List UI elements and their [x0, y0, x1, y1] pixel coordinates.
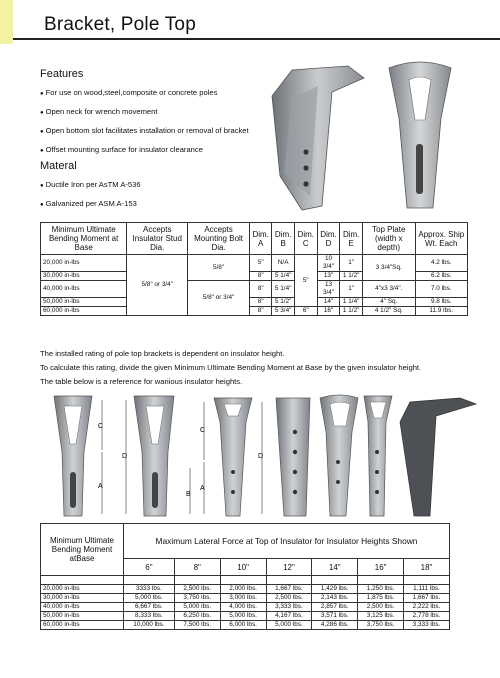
table-cell: 5,000 lbs.	[220, 612, 266, 621]
table-cell: 5,000 lbs.	[266, 621, 312, 630]
table-cell: 3,750 lbs.	[358, 621, 404, 630]
table-cell: 1,111 lbs.	[404, 585, 450, 594]
table-cell: 5/8" or 3/4"	[127, 255, 188, 316]
dimension-diagram	[40, 392, 480, 520]
force-table	[40, 523, 450, 630]
table-cell: 5/8" or 3/4"	[188, 281, 250, 316]
table-row	[41, 612, 450, 621]
height-header: 16"	[358, 559, 404, 576]
table-row	[41, 255, 468, 272]
features-section	[40, 68, 249, 160]
table-cell: 4" Sq.	[362, 298, 415, 307]
bracket-diagram-1	[54, 396, 92, 516]
table-cell: 7,500 lbs.	[174, 621, 220, 630]
spec-header: Dim. A	[250, 223, 272, 255]
table-cell: 3,000 lbs.	[220, 594, 266, 603]
spec-header: Dim. C	[294, 223, 317, 255]
bracket-diagram-5	[320, 395, 358, 516]
spec-header: Accepts Insulator Stud Dia.	[127, 223, 188, 255]
height-header: 10"	[220, 559, 266, 576]
dim-label-a: A	[200, 485, 205, 492]
table-cell: 60,000 in-lbs	[41, 307, 127, 316]
table-cell: 2,857 lbs.	[312, 603, 358, 612]
table-cell: 6"	[294, 307, 317, 316]
bracket-photo-front	[383, 58, 457, 216]
table-cell: 2,500 lbs.	[358, 603, 404, 612]
table-cell: 5/8"	[188, 255, 250, 281]
title-accent-strip	[0, 0, 13, 44]
table-cell: 3333 lbs.	[124, 585, 175, 594]
dim-label-b: B	[186, 491, 191, 498]
table-cell: 60,000 in-lbs	[41, 621, 124, 630]
table-row	[41, 585, 450, 594]
table-cell: 5,000 lbs.	[174, 603, 220, 612]
feature-item: ● Open neck for wrench movement	[40, 103, 249, 122]
table-cell: 4"x3 3/4".	[362, 281, 415, 298]
feature-item: ● Open bottom slot facilitates installation or removal of bracket	[40, 122, 249, 141]
dim-label-a: A	[98, 483, 103, 490]
table-cell: 2,222 lbs.	[404, 603, 450, 612]
table-cell: 5,000 lbs.	[124, 594, 175, 603]
table-cell: 8"	[250, 307, 272, 316]
table-cell: 16"	[317, 307, 340, 316]
height-header: 8"	[174, 559, 220, 576]
table-cell: 3,333 lbs.	[266, 603, 312, 612]
dim-label-c: C	[98, 423, 104, 430]
table-cell: 1 1/4"	[340, 298, 363, 307]
table-cell: 5 1/4"	[272, 281, 295, 298]
title-bar	[0, 0, 500, 44]
note-line: The table below is a reference for wariious insulator heights.	[40, 377, 243, 386]
force-corner-header: Minimum Ultimate Bending Moment atBase	[41, 524, 124, 576]
force-header-row	[41, 524, 450, 559]
table-cell: N/A	[272, 255, 295, 272]
table-cell: 5 1/2"	[272, 298, 295, 307]
table-cell: 30,000 in-lbs	[41, 594, 124, 603]
table-cell: 40,000 in-lbs	[41, 603, 124, 612]
table-cell: 6,667 lbs.	[124, 603, 175, 612]
table-cell: 2,778 lbs.	[404, 612, 450, 621]
feature-item: ● Offset mounting surface for insulator clearance	[40, 141, 249, 160]
features-heading: Features	[40, 68, 84, 80]
bracket-diagram-7	[400, 398, 476, 516]
material-list	[40, 176, 141, 214]
table-cell: 6.2 lbs.	[415, 272, 467, 281]
table-cell: 50,000 in-lbs	[41, 612, 124, 621]
table-row	[41, 281, 468, 298]
table-cell: 5 3/4"	[272, 307, 295, 316]
table-cell: 11.9 lbs.	[415, 307, 467, 316]
bracket-photo-side	[262, 56, 370, 216]
height-header: 14"	[312, 559, 358, 576]
table-cell: 1"	[340, 281, 363, 298]
table-cell: 7.0 lbs.	[415, 281, 467, 298]
features-list	[40, 84, 249, 160]
table-cell: 3,750 lbs.	[174, 594, 220, 603]
bracket-diagram-3	[214, 398, 252, 516]
spec-header: Accepts Mounting Bolt Dia.	[188, 223, 250, 255]
spec-header-row	[41, 223, 468, 255]
table-row	[41, 621, 450, 630]
spacer-row	[41, 576, 450, 585]
table-cell: 8"	[250, 298, 272, 307]
table-row	[41, 594, 450, 603]
bracket-diagram-2	[134, 396, 174, 516]
table-cell: 1,667 lbs.	[404, 594, 450, 603]
material-section	[40, 160, 141, 214]
spec-header: Dim. B	[272, 223, 295, 255]
dim-label-c: C	[200, 427, 206, 434]
table-cell: 4 1/2" Sq.	[362, 307, 415, 316]
table-cell: 10 3/4"	[317, 255, 340, 272]
rating-notes	[40, 347, 480, 389]
title-underline	[13, 38, 500, 40]
table-cell: 1,875 lbs.	[358, 594, 404, 603]
table-cell: 10,000 lbs.	[124, 621, 175, 630]
bracket-diagram-6	[364, 396, 392, 516]
table-cell: 3,571 lbs.	[312, 612, 358, 621]
spec-header: Dim. D	[317, 223, 340, 255]
note-line: To calculate this rating, divide the given Minimum Ultimate Bending Moment at Base by the given insulator height.	[40, 363, 422, 372]
table-cell: 20,000 in-lbs	[41, 255, 127, 272]
height-header: 18"	[404, 559, 450, 576]
table-cell: 9.8 lbs.	[415, 298, 467, 307]
table-row	[41, 298, 468, 307]
page-title: Bracket, Pole Top	[44, 14, 196, 35]
spec-header: Top Plate (width x depth)	[362, 223, 415, 255]
table-cell: 14"	[317, 298, 340, 307]
table-cell: 8"	[250, 272, 272, 281]
table-cell: 3,125 lbs.	[358, 612, 404, 621]
table-cell: 1,250 lbs.	[358, 585, 404, 594]
dim-label-d: D	[258, 453, 264, 460]
spec-header: Approx. Ship Wt. Each	[415, 223, 467, 255]
spec-header: Dim. E	[340, 223, 363, 255]
table-cell: 50,000 in-lbs	[41, 298, 127, 307]
spec-table	[40, 222, 468, 316]
table-cell: 5 1/4"	[272, 272, 295, 281]
table-cell: 5"	[250, 255, 272, 272]
table-cell: 1,667 lbs.	[266, 585, 312, 594]
table-cell: 1,429 lbs.	[312, 585, 358, 594]
table-cell: 1 1/2"	[340, 307, 363, 316]
table-row	[41, 307, 468, 316]
force-table-title: Maximum Lateral Force at Top of Insulator for Insulator Heights Shown	[124, 524, 450, 559]
table-cell: 3 3/4"Sq.	[362, 255, 415, 281]
table-cell: 13"	[317, 272, 340, 281]
material-item: ● Ductile Iron per AsTM A-536	[40, 176, 141, 195]
table-cell: 6,000 lbs.	[220, 621, 266, 630]
table-cell: 4,167 lbs.	[266, 612, 312, 621]
table-cell: 8,333 lbs.	[124, 612, 175, 621]
material-heading: Materal	[40, 160, 77, 172]
table-cell: 6,250 lbs.	[174, 612, 220, 621]
table-cell: 1 1/2"	[340, 272, 363, 281]
table-cell: 2,143 lbs.	[312, 594, 358, 603]
material-item: ● Galvanized per ASM A-153	[40, 195, 141, 214]
table-cell: 2,000 lbs.	[220, 585, 266, 594]
table-cell: 13 3/4"	[317, 281, 340, 298]
height-header: 6"	[124, 559, 175, 576]
table-cell: 5"	[294, 255, 317, 307]
table-cell: 4,000 lbs.	[220, 603, 266, 612]
table-cell: 8"	[250, 281, 272, 298]
table-cell: 30,000 in-lbs	[41, 272, 127, 281]
table-cell: 40,000 in-lbs	[41, 281, 127, 298]
table-cell: 2,500 lbs.	[174, 585, 220, 594]
spec-header: Minimum Ultimate Bending Moment at Base	[41, 223, 127, 255]
dim-label-d: D	[122, 453, 128, 460]
note-line: The installed rating of pole top brackets is dependent on insulator height.	[40, 349, 285, 358]
bracket-diagram-4	[276, 398, 310, 516]
table-cell: 4.2 lbs.	[415, 255, 467, 272]
height-header: 12"	[266, 559, 312, 576]
table-row	[41, 603, 450, 612]
table-cell: 4,286 lbs.	[312, 621, 358, 630]
table-cell: 3,333 lbs.	[404, 621, 450, 630]
table-cell: 2,500 lbs.	[266, 594, 312, 603]
feature-item: ● For use on wood,steel,composite or concrete poles	[40, 84, 249, 103]
table-cell: 20,000 in-lbs	[41, 585, 124, 594]
table-cell: 1"	[340, 255, 363, 272]
